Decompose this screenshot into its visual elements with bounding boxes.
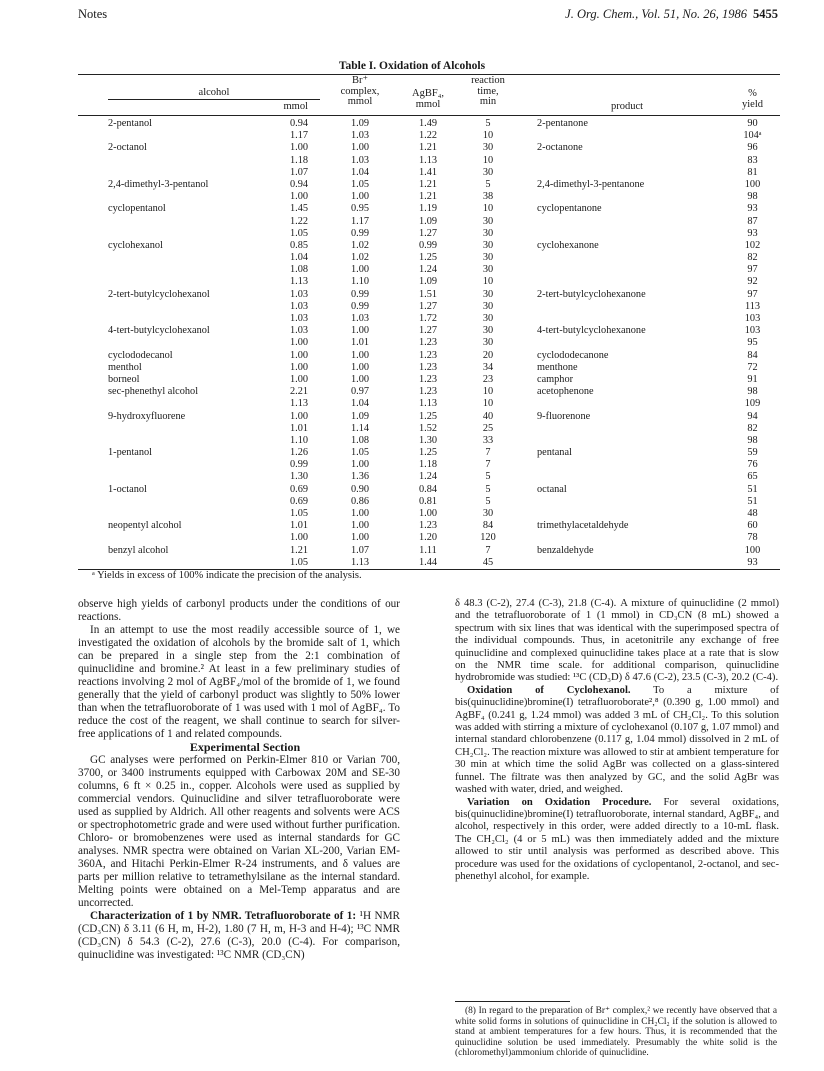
cell-yield: 100 — [744, 178, 761, 190]
cell-product: cyclohexanone — [537, 239, 599, 251]
cell-yield: 59 — [747, 447, 758, 459]
cell-br-complex: 1.00 — [350, 325, 370, 337]
cell-mmol: 1.00 — [289, 361, 308, 373]
footnote-8: (8) In regard to the preparation of Br⁺ complex,² we recently have observed that a white solid forms in solutions of quinuclidine in CH₂Cl₂ if the solution is allowed to stand at ambient temperatures for a few hours. Thus, it is recommended that the quinuclidine solution be used immediately. Presumably the white solid is the (chloromethyl)ammonium chloride of quinuclidine. — [455, 1006, 777, 1059]
cell-time: 30 — [482, 166, 494, 178]
cell-time: 30 — [482, 142, 494, 154]
cell-time: 23 — [482, 373, 494, 385]
cell-mmol: 1.30 — [289, 471, 308, 483]
cell-agbf4: 1.09 — [418, 276, 438, 288]
cell-time: 30 — [482, 239, 494, 251]
cell-alcohol: cyclododecanol — [108, 349, 173, 361]
br-head-line3: mmol — [347, 96, 373, 107]
page-number: 5455 — [753, 7, 778, 21]
cell-mmol: 1.00 — [289, 142, 308, 154]
cell-time: 84 — [482, 520, 494, 532]
table-row — [0, 557, 824, 569]
table-row — [0, 423, 824, 435]
cell-time: 120 — [480, 532, 496, 544]
cell-agbf4: 1.00 — [418, 508, 438, 519]
ag-head-line1: AgBF₄, — [412, 88, 444, 99]
cell-br-complex: 1.00 — [350, 532, 370, 544]
paragraph-text: For several oxidations, bis(quinuclidine)bromine(I) tetrafluoroborate, internal standard, AgBF₄, and alcohol, respectively in this order, were added directly to a 10-mL flask. The CH₂Cl₂ (4 or 5 mL) was then immediately added and the mixture allowed to stir until analysis was performed as described above. This procedure was used for the oxidations of cyclopentanol, 2-octanol, and sec-phenethyl alcohol, for example. — [455, 796, 779, 882]
cell-time: 7 — [485, 544, 491, 556]
yield-head-line2: yield — [742, 98, 763, 110]
cell-mmol: 1.08 — [289, 264, 308, 276]
cell-mmol: 1.26 — [289, 447, 308, 459]
cell-br-complex: 1.00 — [350, 520, 370, 532]
paragraph: In an attempt to use the most readily accessible source of 1, we investigated the oxidation of alcohols by the bromide salt of 1, which can be prepared in a single step from the 2:1 combination of quinuclidine and bromine.² At least in a few preliminary studies of reactions involving 2 mol of AgBF₄/mol of the bromide of 1, we found generally that the yield of carbonyl product was slightly to 50% lower than when the tetrafluoroborate of 1 was used with 1 mol of AgBF₄. To reduce the cost of the reagent, we shall continue to search for silver-free applications of 1 and related compounds. — [78, 624, 400, 740]
table-title: Table I. Oxidation of Alcohols — [338, 60, 486, 72]
cell-mmol: 1.01 — [289, 520, 308, 532]
left-column — [78, 598, 400, 962]
table-row — [0, 203, 824, 215]
cell-alcohol: menthol — [108, 361, 142, 373]
cell-time: 5 — [485, 178, 491, 190]
cell-br-complex: 1.00 — [350, 459, 370, 471]
cell-agbf4: 1.21 — [418, 191, 438, 203]
table-row — [0, 411, 824, 423]
cell-br-complex: 1.00 — [350, 361, 370, 373]
cell-mmol: 1.01 — [289, 422, 308, 434]
cell-yield: 95 — [747, 337, 758, 349]
table-row — [0, 325, 824, 337]
cell-mmol: 1.00 — [289, 349, 308, 361]
cell-time: 25 — [482, 422, 494, 434]
cell-yield: 82 — [747, 252, 758, 264]
cell-yield: 72 — [747, 361, 758, 373]
cell-product: 9-fluorenone — [537, 410, 591, 422]
col-head-agbf4 — [398, 89, 458, 110]
cell-yield: 51 — [747, 483, 758, 495]
cell-yield: 82 — [747, 422, 758, 434]
cell-agbf4: 1.23 — [418, 373, 438, 385]
cell-alcohol: cyclopentanol — [108, 203, 166, 215]
table-row — [0, 130, 824, 142]
cell-agbf4: 1.24 — [418, 471, 438, 483]
cell-time: 10 — [482, 386, 494, 398]
cell-product: cyclododecanone — [537, 349, 609, 361]
cell-yield: 113 — [744, 300, 761, 312]
cell-alcohol: 1-pentanol — [108, 447, 153, 459]
cell-agbf4: 0.99 — [418, 239, 438, 251]
cell-product: acetophenone — [537, 386, 594, 398]
br-head-line1: Br⁺ — [351, 75, 369, 86]
cell-agbf4: 1.49 — [418, 118, 438, 129]
table-row — [0, 362, 824, 374]
cell-yield: 98 — [747, 191, 758, 203]
table-row — [0, 118, 824, 130]
paragraph-text: To a mixture of bis(quinuclidine)bromine(I) tetrafluoroborate²,⁸ (0.390 g, 1.00 mmol) and AgBF₄ (0.241 g, 1.24 mmol) was added 3 mL of CH₂Cl₂. To this solution was added with stirring a mixture of cyclohexanol (0.107 g, 1.07 mmol) and internal standard chlorobenzene (0.117 g, 1.04 mmol) dissolved in 2 mL of CH₂Cl₂. The reaction mixture was allowed to stir at ambient temperature for 30 min at which time the solid AgBr was collected on a glass-sintered funnel. The filtrate was then analyzed by GC, and the solid AgBr was washed with water, dried, and weighed. — [455, 684, 779, 796]
table-row — [0, 228, 824, 240]
table-row — [0, 301, 824, 313]
table-head-rule — [78, 115, 780, 116]
table-row — [0, 289, 824, 301]
cell-br-complex: 1.10 — [350, 276, 370, 288]
cell-br-complex: 0.99 — [350, 288, 370, 300]
cell-mmol: 0.94 — [289, 118, 308, 129]
cell-mmol: 2.21 — [289, 386, 308, 398]
cell-agbf4: 1.21 — [418, 142, 438, 154]
cell-br-complex: 1.14 — [350, 422, 370, 434]
cell-agbf4: 1.41 — [418, 166, 438, 178]
cell-agbf4: 1.11 — [419, 544, 437, 556]
cell-br-complex: 1.05 — [350, 178, 370, 190]
cell-mmol: 1.03 — [289, 300, 308, 312]
run-in-heading: Oxidation of Cyclohexanol. — [467, 684, 631, 696]
table-row — [0, 508, 824, 520]
cell-mmol: 0.69 — [289, 495, 308, 507]
cell-yield: 97 — [747, 288, 758, 300]
cell-mmol: 0.69 — [289, 483, 308, 495]
cell-alcohol: cyclohexanol — [108, 239, 163, 251]
cell-time: 10 — [482, 130, 494, 142]
cell-br-complex: 1.07 — [350, 544, 370, 556]
cell-yield: 65 — [747, 471, 758, 483]
cell-br-complex: 0.99 — [350, 227, 370, 239]
cell-mmol: 1.05 — [289, 508, 308, 519]
cell-yield: 51 — [747, 495, 758, 507]
cell-br-complex: 1.36 — [350, 471, 370, 483]
cell-br-complex: 1.00 — [350, 191, 370, 203]
cell-product: menthone — [537, 361, 578, 373]
cell-alcohol: 2,4-dimethyl-3-pentanol — [108, 178, 209, 190]
cell-br-complex: 1.02 — [350, 252, 370, 264]
table-row — [0, 386, 824, 398]
cell-yield: 92 — [747, 276, 758, 288]
cell-time: 34 — [482, 361, 494, 373]
cell-agbf4: 1.51 — [418, 288, 438, 300]
cell-alcohol: 2-tert-butylcyclohexanol — [108, 288, 210, 300]
section-heading: Experimental Section — [189, 740, 301, 754]
cell-agbf4: 1.72 — [418, 313, 438, 324]
cell-agbf4: 1.21 — [418, 178, 438, 190]
cell-yield: 103 — [744, 325, 761, 337]
cell-product: 2-octanone — [537, 142, 583, 154]
run-in-heading: Characterization of 1 by NMR. Tetrafluoroborate of 1: — [90, 910, 357, 922]
cell-br-complex: 0.86 — [350, 495, 370, 507]
cell-mmol: 1.00 — [289, 532, 308, 544]
cell-yield: 87 — [747, 215, 758, 227]
col-head-mmol: mmol — [283, 101, 308, 112]
cell-agbf4: 1.52 — [418, 422, 438, 434]
cell-agbf4: 1.09 — [418, 215, 438, 227]
cell-product: cyclopentanone — [537, 203, 602, 215]
cell-agbf4: 1.27 — [418, 325, 438, 337]
cell-agbf4: 1.44 — [418, 556, 438, 568]
cell-yield: 93 — [747, 556, 758, 568]
table-row — [0, 496, 824, 508]
cell-br-complex: 1.00 — [350, 142, 370, 154]
cell-agbf4: 1.25 — [418, 252, 438, 264]
cell-time: 30 — [482, 264, 494, 276]
cell-agbf4: 1.27 — [418, 300, 438, 312]
table-row — [0, 471, 824, 483]
table-row — [0, 155, 824, 167]
cell-time: 20 — [482, 349, 494, 361]
cell-yield: 96 — [747, 142, 758, 154]
cell-time: 30 — [482, 325, 494, 337]
cell-yield: 60 — [747, 520, 758, 532]
cell-mmol: 1.10 — [289, 434, 308, 446]
paragraph — [455, 685, 779, 797]
table-row — [0, 398, 824, 410]
cell-br-complex: 0.90 — [350, 483, 370, 495]
cell-alcohol: borneol — [108, 373, 140, 385]
right-column — [455, 598, 779, 883]
cell-product: octanal — [537, 483, 567, 495]
table-row — [0, 374, 824, 386]
cell-time: 38 — [482, 191, 494, 203]
cell-mmol: 1.03 — [289, 325, 308, 337]
cell-yield: 94 — [747, 410, 758, 422]
table-footnote: ᵃ Yields in excess of 100% indicate the precision of the analysis. — [92, 570, 362, 581]
cell-agbf4: 0.84 — [418, 483, 438, 495]
cell-mmol: 1.13 — [289, 398, 308, 410]
cell-mmol: 1.05 — [289, 227, 308, 239]
cell-time: 7 — [485, 447, 491, 459]
cell-alcohol: sec-phenethyl alcohol — [108, 386, 199, 398]
cell-br-complex: 1.09 — [350, 410, 370, 422]
paragraph-text: ¹H NMR (CD₃CN) δ 3.11 (6 H, m, H-2), 1.80 (7 H, m, H-3 and H-4); ¹³C NMR (CD₃CN) δ 54.3 (C-2), 27.6 (C-3), 20.0 (C-4). For comparison, quinuclidine was investigated: ¹³C NMR (CD₃CN) — [78, 910, 400, 961]
cell-agbf4: 1.13 — [418, 398, 438, 410]
cell-time: 30 — [482, 227, 494, 239]
cell-br-complex: 0.99 — [350, 300, 370, 312]
col-head-alcohol: alcohol — [198, 87, 230, 98]
cell-yield: 78 — [747, 532, 758, 544]
cell-yield: 93 — [747, 203, 758, 215]
section-label: Notes — [78, 7, 108, 21]
cell-time: 30 — [482, 337, 494, 349]
table-row — [0, 532, 824, 544]
cell-br-complex: 1.08 — [350, 434, 370, 446]
cell-time: 10 — [482, 398, 494, 410]
cell-mmol: 1.00 — [289, 410, 308, 422]
cell-time: 45 — [482, 556, 494, 568]
cell-agbf4: 1.23 — [418, 349, 438, 361]
cell-yield: 81 — [747, 166, 758, 178]
cell-br-complex: 1.01 — [350, 337, 370, 349]
table-row — [0, 484, 824, 496]
cell-time: 7 — [485, 459, 491, 471]
cell-agbf4: 1.22 — [418, 130, 438, 142]
cell-agbf4: 1.18 — [418, 459, 438, 471]
cell-time: 30 — [482, 288, 494, 300]
cell-br-complex: 1.03 — [350, 154, 370, 166]
cell-time: 30 — [482, 300, 494, 312]
paragraph — [455, 797, 779, 884]
table-row — [0, 350, 824, 362]
cell-br-complex: 1.17 — [350, 215, 370, 227]
table-top-rule — [78, 74, 780, 75]
col-head-time — [458, 76, 518, 108]
table-row — [0, 435, 824, 447]
cell-agbf4: 1.20 — [418, 532, 438, 544]
cell-yield: 104ᵃ — [743, 130, 762, 142]
cell-yield: 103 — [744, 313, 761, 324]
cell-agbf4: 1.27 — [418, 227, 438, 239]
cell-time: 40 — [482, 410, 494, 422]
cell-mmol: 0.94 — [289, 178, 308, 190]
cell-time: 5 — [485, 495, 491, 507]
cell-product: trimethylacetaldehyde — [537, 520, 629, 532]
col-head-yield — [725, 89, 780, 110]
cell-agbf4: 1.23 — [418, 337, 438, 349]
table-row — [0, 313, 824, 325]
cell-br-complex: 1.09 — [350, 118, 370, 129]
cell-yield: 100 — [744, 544, 761, 556]
cell-br-complex: 1.04 — [350, 166, 370, 178]
paragraph: GC analyses were performed on Perkin-Elmer 810 or Varian 700, 3700, or 3400 instruments equipped with Carbowax 20M and SE-30 columns, 6 ft × 0.25 in., copper. Alcohols were used as supplied by commercial vendors. Quinuclidine and silver tetrafluoroborate were used as supplied by Aldrich. All other reagents and solvents were ACS or spectrophotometric grade and were used without further purification. Chloro- or bromobenzenes were used as internal standards for GC analyses. NMR spectra were obtained on Varian XL-200, Varian EM-360A, and Hitachi Perkin-Elmer R-24 instruments, and δ values are parts per million relative to tetramethylsilane as the internal standard. Melting points were obtained on a Mel-Temp apparatus and are uncorrected. — [78, 754, 400, 909]
cell-mmol: 1.00 — [289, 373, 308, 385]
cell-product: 4-tert-butylcyclohexanone — [537, 325, 646, 337]
br-head-line2: complex, — [340, 85, 380, 97]
cell-mmol: 1.45 — [289, 203, 308, 215]
cell-yield: 98 — [747, 386, 758, 398]
cell-agbf4: 1.23 — [418, 361, 438, 373]
cell-br-complex: 1.00 — [350, 508, 370, 519]
table-row — [0, 216, 824, 228]
table-row — [0, 252, 824, 264]
cell-time: 5 — [485, 471, 491, 483]
cell-mmol: 1.18 — [289, 154, 308, 166]
journal-citation — [565, 7, 778, 22]
cell-agbf4: 1.23 — [418, 520, 438, 532]
cell-br-complex: 1.00 — [350, 349, 370, 361]
cell-product: 2,4-dimethyl-3-pentanone — [537, 178, 645, 190]
cell-mmol: 1.00 — [289, 337, 308, 349]
cell-time: 30 — [482, 215, 494, 227]
cell-br-complex: 1.04 — [350, 398, 370, 410]
cell-alcohol: 9-hydroxyfluorene — [108, 410, 186, 422]
cell-agbf4: 1.19 — [418, 203, 438, 215]
cell-time: 5 — [485, 118, 491, 129]
cell-alcohol: 2-pentanol — [108, 118, 153, 129]
table-row — [0, 240, 824, 252]
cell-product: benzaldehyde — [537, 544, 594, 556]
cell-br-complex: 1.00 — [350, 373, 370, 385]
footnote-rule — [455, 1001, 570, 1002]
cell-br-complex: 1.03 — [350, 130, 370, 142]
cell-mmol: 1.13 — [289, 276, 308, 288]
cell-time: 33 — [482, 434, 494, 446]
cell-br-complex: 1.02 — [350, 239, 370, 251]
cell-mmol: 1.00 — [289, 191, 308, 203]
col-head-br-complex — [330, 76, 390, 108]
table-row — [0, 459, 824, 471]
cell-mmol: 1.17 — [289, 130, 308, 142]
paragraph: observe high yields of carbonyl products under the conditions of our reactions. — [78, 598, 400, 623]
paragraph — [78, 910, 400, 962]
cell-yield: 90 — [747, 118, 758, 129]
cell-br-complex: 0.97 — [350, 386, 370, 398]
cell-time: 30 — [482, 313, 494, 324]
cell-agbf4: 1.25 — [418, 410, 438, 422]
cell-mmol: 1.03 — [289, 288, 308, 300]
cell-time: 30 — [482, 252, 494, 264]
alcohol-head-rule — [108, 99, 320, 100]
cell-yield: 48 — [747, 508, 758, 519]
cell-mmol: 1.21 — [289, 544, 308, 556]
cell-time: 30 — [482, 508, 494, 519]
cell-yield: 76 — [747, 459, 758, 471]
cell-mmol: 0.85 — [289, 239, 308, 251]
journal-name: J. Org. Chem., Vol. 51, No. 26, 1986 — [565, 7, 747, 21]
ag-head-line2: mmol — [415, 98, 441, 110]
cell-time: 5 — [485, 483, 491, 495]
cell-agbf4: 1.23 — [418, 386, 438, 398]
run-in-heading: Variation on Oxidation Procedure. — [467, 796, 652, 808]
time-head-line1: reaction — [471, 75, 505, 86]
cell-product: 2-pentanone — [537, 118, 588, 129]
cell-yield: 91 — [747, 373, 758, 385]
cell-mmol: 1.05 — [289, 556, 308, 568]
table-row — [0, 545, 824, 557]
cell-br-complex: 1.03 — [350, 313, 370, 324]
cell-alcohol: 2-octanol — [108, 142, 147, 154]
table-row — [0, 167, 824, 179]
table-row — [0, 520, 824, 532]
cell-alcohol: benzyl alcohol — [108, 544, 169, 556]
cell-br-complex: 1.13 — [350, 556, 370, 568]
cell-br-complex: 1.05 — [350, 447, 370, 459]
cell-agbf4: 1.24 — [418, 264, 438, 276]
cell-alcohol: 1-octanol — [108, 483, 147, 495]
cell-br-complex: 1.00 — [350, 264, 370, 276]
table-row — [0, 276, 824, 288]
yield-head-line1: % — [748, 88, 757, 99]
cell-product: pentanal — [537, 447, 572, 459]
time-head-line2: time, — [477, 85, 499, 97]
time-head-line3: min — [479, 96, 497, 107]
cell-agbf4: 1.25 — [418, 447, 438, 459]
table-row — [0, 337, 824, 349]
cell-yield: 109 — [744, 398, 761, 410]
cell-br-complex: 0.95 — [350, 203, 370, 215]
cell-agbf4: 1.30 — [418, 434, 438, 446]
cell-agbf4: 0.81 — [418, 495, 438, 507]
cell-time: 10 — [482, 276, 494, 288]
cell-agbf4: 1.13 — [418, 154, 438, 166]
table-body — [0, 118, 824, 569]
cell-alcohol: 4-tert-butylcyclohexanol — [108, 325, 210, 337]
col-head-product: product — [610, 101, 644, 112]
cell-yield: 97 — [747, 264, 758, 276]
cell-mmol: 0.99 — [289, 459, 308, 471]
cell-mmol: 1.03 — [289, 313, 308, 324]
cell-yield: 93 — [747, 227, 758, 239]
table-row — [0, 191, 824, 203]
paragraph: δ 48.3 (C-2), 27.4 (C-3), 21.8 (C-4). A mixture of quinuclidine (2 mmol) and the tetrafluoroborate of 1 (1 mmol) in CD₃CN (8 mL) showed a spectrum with six lines that was identical with the superimposed spectra of the individual compounds. Thus, in acetonitrile any exchange of free quinuclidine and complexed quinuclidine takes place at a rate that is slow on the NMR time scale. for additional comparison, quinuclidine hydrobromide was studied: ¹³C (CD₃D) δ 47.6 (C-2), 23.5 (C-3), 20.2 (C-4). — [455, 598, 779, 684]
cell-alcohol: neopentyl alcohol — [108, 520, 182, 532]
table-row — [0, 264, 824, 276]
cell-mmol: 1.22 — [289, 215, 308, 227]
cell-yield: 83 — [747, 154, 758, 166]
cell-yield: 98 — [747, 434, 758, 446]
cell-yield: 102 — [744, 239, 761, 251]
cell-product: camphor — [537, 373, 574, 385]
cell-time: 10 — [482, 154, 494, 166]
cell-product: 2-tert-butylcyclohexanone — [537, 288, 646, 300]
table-row — [0, 179, 824, 191]
cell-mmol: 1.07 — [289, 166, 308, 178]
table-row — [0, 142, 824, 154]
table-row — [0, 447, 824, 459]
cell-yield: 84 — [747, 349, 758, 361]
cell-mmol: 1.04 — [289, 252, 308, 264]
cell-time: 10 — [482, 203, 494, 215]
